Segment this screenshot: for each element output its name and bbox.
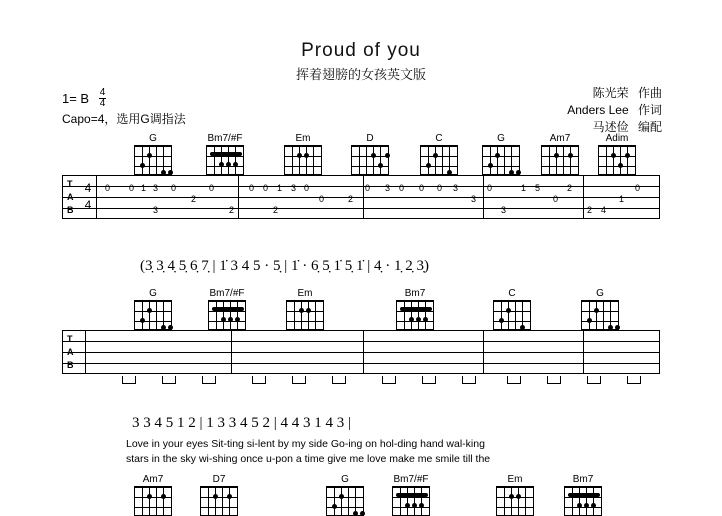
tab-number: 3	[153, 205, 159, 215]
tab-number: 1	[141, 183, 147, 193]
tab-clef	[67, 333, 74, 372]
chord-diagram	[322, 474, 368, 516]
chord-grid	[326, 486, 364, 516]
credit-composer-name: 陈光荣	[592, 86, 629, 100]
tab-number: 1	[521, 183, 527, 193]
key-signature	[62, 88, 106, 109]
credit-lyricist-role: 作词	[637, 103, 662, 117]
tab-number: 0	[209, 183, 215, 193]
capo-instruction: Capo=4，选用G调指法	[62, 112, 186, 126]
chord-name: G	[149, 133, 157, 144]
chord-diagram	[282, 288, 328, 330]
credit-arranger-name: 马述俭	[592, 120, 629, 134]
chord-name: Em	[507, 474, 523, 485]
chord-diagram	[489, 288, 535, 330]
page-title: Proud of you	[301, 40, 421, 61]
chord-grid	[420, 145, 458, 175]
tab-clef-b: B	[67, 360, 74, 370]
tab-clef-t: T	[67, 179, 73, 189]
chord-grid	[392, 486, 430, 516]
chord-name: Adim	[605, 133, 629, 144]
tab-system-1	[62, 175, 660, 219]
chord-name: Bm7/#F	[207, 133, 243, 144]
chord-name: G	[149, 288, 157, 299]
chord-name: Am7	[549, 133, 571, 144]
tab-clef	[67, 178, 74, 217]
tab-number: 2	[567, 183, 573, 193]
lyric-line-2: stars in the sky wi-shing once u-pon a time give me love make me smile till the	[126, 453, 491, 465]
melody-line-1: (3̣ 3̣ 4̣ 5̣ 6̣ 7̣ | 1̇ 3 4 5 · 5̣ | 1̇ · 6̣ 5̣ 1̇ 5̣ 1̇ | 4̣ · 1̣ 2̣ 3̣)	[140, 258, 429, 274]
tab-number: 3	[453, 183, 459, 193]
chord-grid	[581, 300, 619, 330]
tab-number: 0	[105, 183, 111, 193]
chord-grid	[541, 145, 579, 175]
chord-grid	[200, 486, 238, 516]
chord-diagram	[594, 133, 640, 175]
tab-number: 4	[601, 205, 607, 215]
tab-number: 0	[319, 194, 325, 204]
tab-number: 2	[191, 194, 197, 204]
chord-name: Bm7/#F	[393, 474, 429, 485]
chord-grid	[482, 145, 520, 175]
tab-number: 0	[263, 183, 269, 193]
tab-number: 0	[365, 183, 371, 193]
key-label: 1= B	[62, 91, 90, 106]
chord-diagram	[560, 474, 606, 516]
tab-number: 0	[249, 183, 255, 193]
tab-number: 0	[129, 183, 135, 193]
chord-grid	[284, 145, 322, 175]
tab-clef-a: A	[67, 347, 74, 357]
tab-number: 2	[229, 205, 235, 215]
credit-lyricist	[567, 102, 662, 119]
chord-name: D	[366, 133, 374, 144]
tab-number: 3	[471, 194, 477, 204]
chord-grid	[396, 300, 434, 330]
tab-number: 3	[153, 183, 159, 193]
chord-name: Em	[295, 133, 311, 144]
tab-staff	[62, 175, 660, 219]
chord-diagram	[478, 133, 524, 175]
chord-name: Am7	[142, 474, 164, 485]
tab-staff	[62, 330, 660, 374]
tab-number: 1	[277, 183, 283, 193]
staff-time-signature	[83, 180, 93, 214]
chord-name: Bm7	[404, 288, 426, 299]
chord-name: Em	[297, 288, 313, 299]
tab-number: 3	[291, 183, 297, 193]
chord-diagram	[416, 133, 462, 175]
chord-diagram	[204, 288, 250, 330]
credit-lyricist-name: Anders Lee	[567, 103, 629, 117]
chord-grid	[286, 300, 324, 330]
tab-number: 1	[619, 194, 625, 204]
time-signature-numerator: 4	[99, 87, 106, 98]
chord-grid	[134, 486, 172, 516]
tab-clef-a: A	[67, 192, 74, 202]
chord-grid	[564, 486, 602, 516]
chord-grid	[206, 145, 244, 175]
chord-diagram	[577, 288, 623, 330]
credit-composer	[567, 85, 662, 102]
chord-name: D7	[212, 474, 226, 485]
tab-number: 0	[487, 183, 493, 193]
chord-name: Bm7	[572, 474, 594, 485]
melody-line-2: 3 3 4 5 1 2 | 1 3 3 4 5 2 | 4 4 3 1 4 3 |	[132, 415, 352, 431]
time-signature-denominator: 4	[99, 98, 106, 109]
tab-number: 0	[304, 183, 310, 193]
chord-grid	[351, 145, 389, 175]
chord-diagram	[130, 474, 176, 516]
tab-number: 5	[535, 183, 541, 193]
tab-number: 3	[385, 183, 391, 193]
chord-diagram	[202, 133, 248, 175]
chord-diagram	[537, 133, 583, 175]
chord-diagram	[130, 133, 176, 175]
chord-grid	[598, 145, 636, 175]
chord-diagram	[388, 474, 434, 516]
tab-number: 2	[587, 205, 593, 215]
chord-diagram	[196, 474, 242, 516]
chord-grid	[134, 300, 172, 330]
chord-name: G	[596, 288, 604, 299]
chord-diagram	[392, 288, 438, 330]
tab-number: 3	[501, 205, 507, 215]
tab-number: 2	[348, 194, 354, 204]
credits	[567, 85, 662, 136]
staff-time-numerator: 4	[84, 181, 92, 195]
page-subtitle: 挥着翅膀的女孩英文版	[295, 67, 426, 82]
tab-number: 0	[437, 183, 443, 193]
chord-grid	[493, 300, 531, 330]
chord-diagram	[280, 133, 326, 175]
tab-clef-b: B	[67, 205, 74, 215]
credit-arranger-role: 编配	[637, 120, 662, 134]
tab-number: 0	[553, 194, 559, 204]
lyric-line-1: Love in your eyes Sit-ting si-lent by my side Go-ing on hol-ding hand wal-king	[126, 438, 485, 450]
chord-name: C	[508, 288, 516, 299]
time-signature	[99, 88, 107, 109]
chord-diagram	[130, 288, 176, 330]
chord-diagram	[492, 474, 538, 516]
staff-time-denominator: 4	[84, 198, 92, 212]
tab-number: 0	[419, 183, 425, 193]
tab-number: 0	[635, 183, 641, 193]
tab-number: 2	[273, 205, 279, 215]
chord-name: C	[435, 133, 443, 144]
chord-name: G	[497, 133, 505, 144]
chord-grid	[208, 300, 246, 330]
credit-composer-role: 作曲	[637, 86, 662, 100]
tab-clef-t: T	[67, 334, 73, 344]
chord-name: G	[341, 474, 349, 485]
chord-grid	[134, 145, 172, 175]
chord-grid	[496, 486, 534, 516]
tab-number: 0	[171, 183, 177, 193]
chord-diagram	[347, 133, 393, 175]
chord-name: Bm7/#F	[209, 288, 245, 299]
tab-number: 0	[399, 183, 405, 193]
tab-system-2	[62, 330, 660, 374]
